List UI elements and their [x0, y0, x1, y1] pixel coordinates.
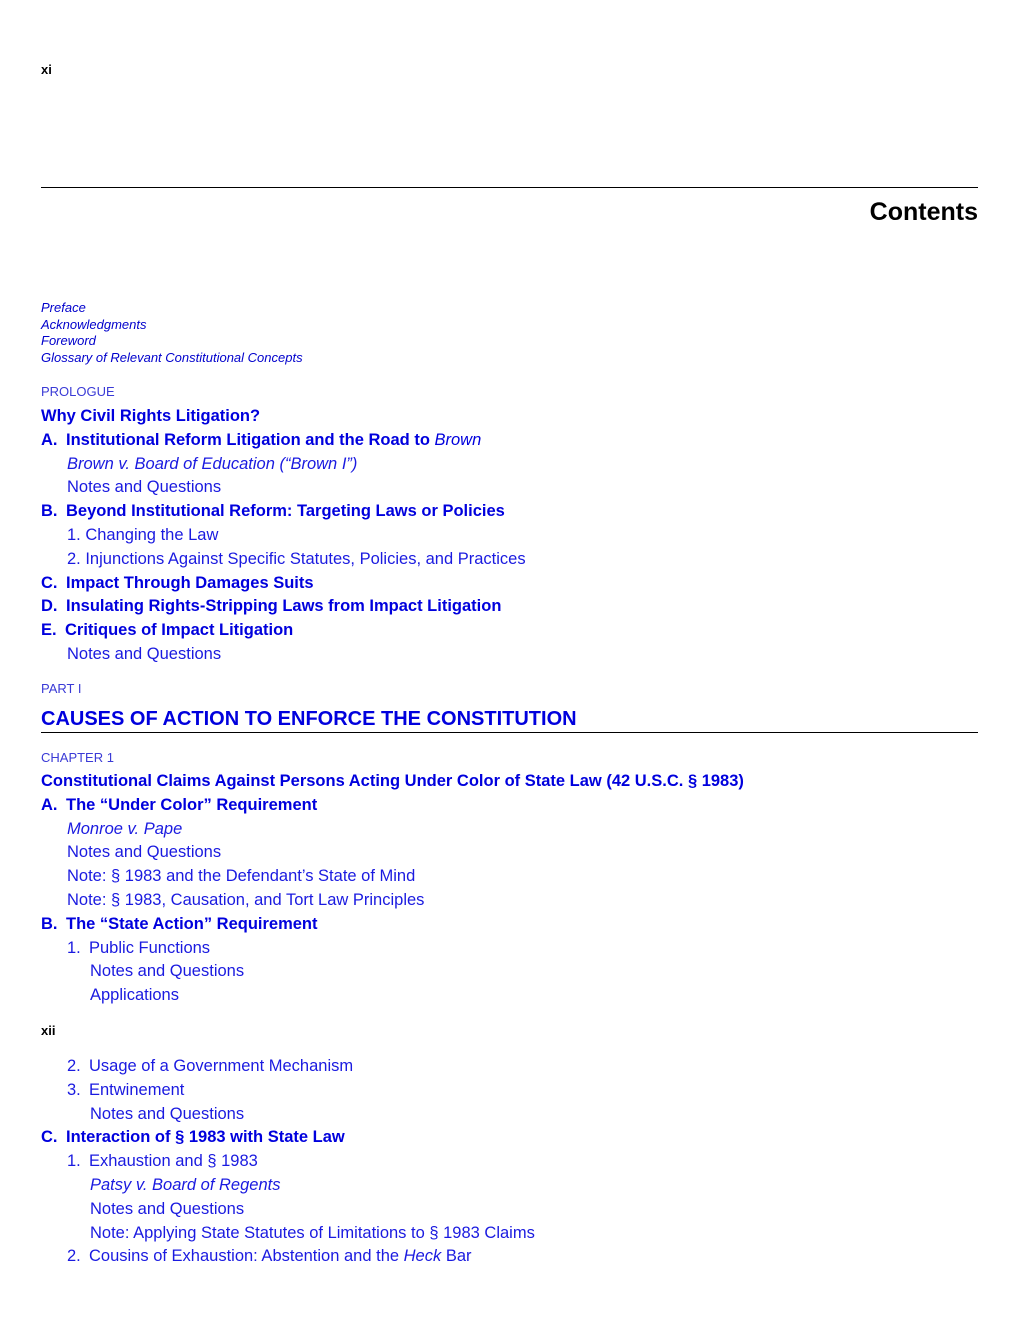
- page-number-xii: xii: [41, 1023, 56, 1038]
- section-letter: A.: [41, 795, 58, 814]
- toc-link-ch1-a[interactable]: [41, 794, 978, 818]
- section-letter: C.: [41, 1128, 58, 1147]
- chapter1-label: CHAPTER 1: [41, 750, 114, 765]
- item-number: 2.: [67, 1057, 81, 1075]
- toc-link-ch1-c1-notes[interactable]: Notes and Questions: [90, 1199, 245, 1218]
- item-text: Cousins of Exhaustion: Abstention and the: [89, 1247, 404, 1266]
- item-text: Public Functions: [89, 938, 211, 957]
- toc-link-ch1-b2[interactable]: [41, 1055, 978, 1079]
- toc-link-preface[interactable]: Preface: [41, 300, 86, 315]
- toc-link-ch1-b1-applications[interactable]: Applications: [90, 986, 179, 1005]
- toc-link-ch1-b1[interactable]: [41, 937, 978, 961]
- toc-link-prologue-a[interactable]: [41, 429, 978, 453]
- item-text: Usage of a Government Mechanism: [89, 1057, 354, 1075]
- section-letter: A.: [41, 430, 58, 449]
- toc-link-ch1-b1-notes[interactable]: Notes and Questions: [90, 962, 245, 981]
- toc-link-ch1-a-notes[interactable]: Notes and Questions: [67, 843, 222, 862]
- toc-link-ch1-c1-note[interactable]: Note: Applying State Statutes of Limitations to § 1983 Claims: [90, 1223, 535, 1242]
- toc-link-prologue-d[interactable]: [41, 595, 978, 619]
- toc-link-part1-title[interactable]: CAUSES OF ACTION TO ENFORCE THE CONSTITUTION: [41, 708, 577, 730]
- prologue-section: [41, 383, 978, 667]
- section-text: Impact Through Damages Suits: [66, 573, 314, 592]
- toc-link-ch1-b[interactable]: [41, 913, 978, 937]
- section-text: The “State Action” Requirement: [66, 914, 318, 933]
- section-letter: E.: [41, 621, 57, 640]
- toc-link-foreword[interactable]: Foreword: [41, 333, 96, 348]
- chapter1-continued: [41, 1055, 978, 1269]
- toc-link-ch1-c2[interactable]: [41, 1245, 978, 1269]
- toc-link-ch1-a-note2[interactable]: Note: § 1983, Causation, and Tort Law Principles: [67, 890, 425, 909]
- item-tail: Bar: [441, 1247, 472, 1266]
- section-text: Critiques of Impact Litigation: [65, 621, 294, 640]
- toc-link-prologue-c[interactable]: [41, 572, 978, 596]
- item-text: Entwinement: [89, 1080, 185, 1099]
- section-letter: D.: [41, 597, 58, 616]
- toc-link-ch1-b3-notes[interactable]: Notes and Questions: [90, 1104, 245, 1123]
- toc-link-prologue-b1[interactable]: 1. Changing the Law: [67, 525, 219, 544]
- toc-link-ch1-b3[interactable]: [41, 1079, 978, 1103]
- front-matter-list: [41, 300, 303, 366]
- prologue-label: PROLOGUE: [41, 384, 115, 399]
- section-text: Interaction of § 1983 with State Law: [66, 1128, 345, 1147]
- item-italic: Heck: [403, 1247, 442, 1266]
- toc-link-prologue-e-notes[interactable]: Notes and Questions: [67, 644, 222, 663]
- part1-label: PART I: [41, 681, 82, 696]
- toc-link-acknowledgments[interactable]: Acknowledgments: [41, 316, 147, 332]
- part-rule: [41, 732, 978, 733]
- section-text: The “Under Color” Requirement: [66, 795, 318, 814]
- toc-link-ch1-c[interactable]: [41, 1126, 978, 1150]
- page-number-xi: xi: [41, 62, 52, 77]
- toc-link-patsy-case[interactable]: Patsy v. Board of Regents: [90, 1175, 281, 1194]
- toc-link-prologue-a-notes[interactable]: Notes and Questions: [67, 478, 222, 497]
- toc-link-monroe-case[interactable]: Monroe v. Pape: [67, 819, 183, 838]
- toc-link-prologue-e[interactable]: [41, 619, 978, 643]
- toc-link-chapter1-title[interactable]: Constitutional Claims Against Persons Acting Under Color of State Law (42 U.S.C. § 1983): [41, 772, 744, 790]
- section-text: Institutional Reform Litigation and the Road to: [66, 430, 435, 449]
- section-letter: B.: [41, 914, 58, 933]
- section-text: Beyond Institutional Reform: Targeting Laws or Policies: [66, 502, 505, 521]
- item-number: 3.: [67, 1080, 81, 1099]
- item-number: 1.: [67, 1152, 81, 1171]
- item-text: Exhaustion and § 1983: [89, 1152, 258, 1171]
- section-letter: C.: [41, 573, 58, 592]
- toc-link-prologue-b[interactable]: [41, 500, 978, 524]
- section-letter: B.: [41, 502, 58, 521]
- item-number: 1.: [67, 938, 81, 957]
- section-italic: Brown: [434, 430, 482, 449]
- toc-link-ch1-c1[interactable]: [41, 1150, 978, 1174]
- section-text: Insulating Rights-Stripping Laws from Impact Litigation: [66, 597, 502, 616]
- toc-link-prologue-title[interactable]: Why Civil Rights Litigation?: [41, 407, 261, 425]
- chapter1-section: [41, 749, 978, 1008]
- page-title: Contents: [869, 198, 978, 226]
- toc-link-ch1-a-note1[interactable]: Note: § 1983 and the Defendant’s State of Mind: [67, 867, 416, 886]
- toc-link-glossary[interactable]: Glossary of Relevant Constitutional Concepts: [41, 349, 303, 365]
- header-rule: [41, 187, 978, 188]
- item-number: 2.: [67, 1247, 81, 1266]
- toc-link-prologue-b2[interactable]: 2. Injunctions Against Specific Statutes, Policies, and Practices: [67, 549, 526, 568]
- part1-section: [41, 680, 978, 734]
- toc-link-brown-case[interactable]: Brown v. Board of Education (“Brown I”): [67, 454, 358, 473]
